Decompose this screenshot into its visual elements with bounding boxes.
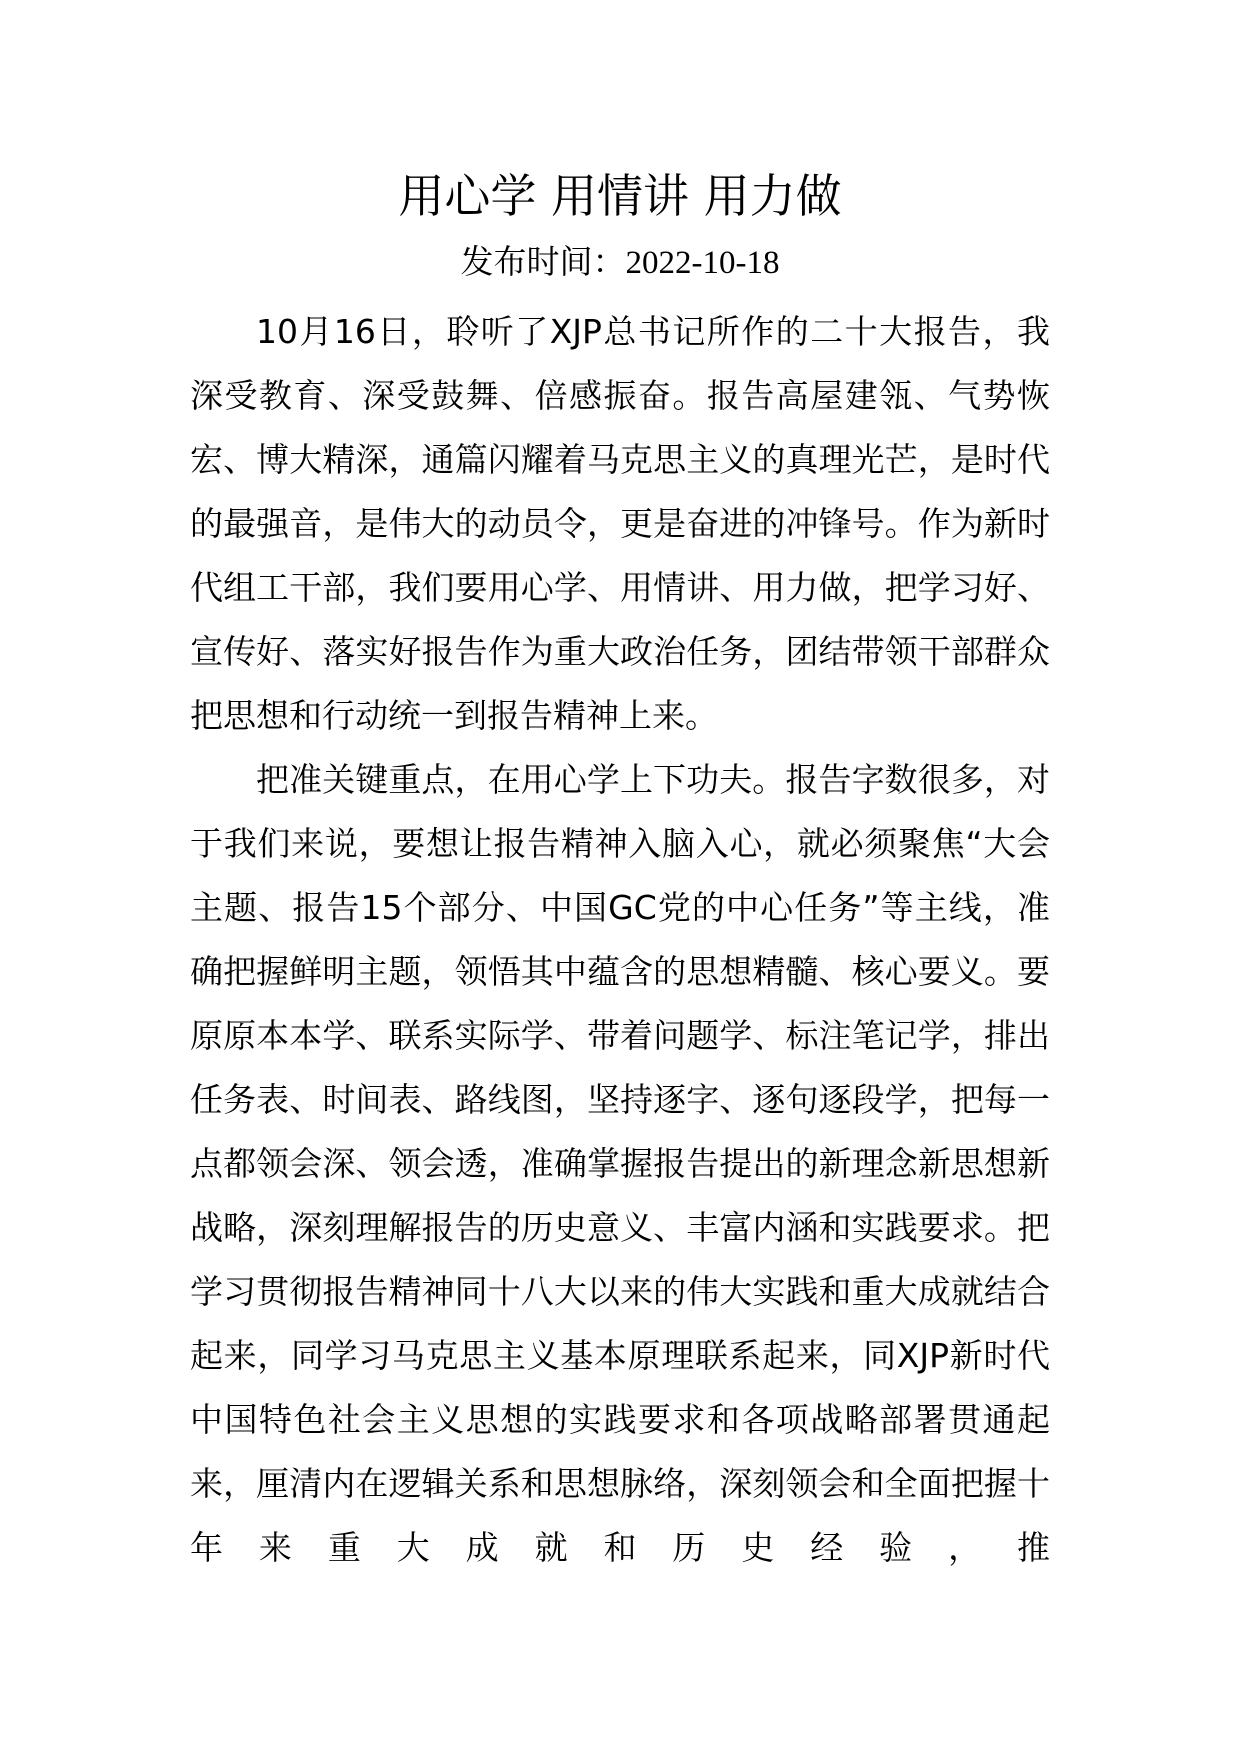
document-body (190, 300, 1050, 1580)
paragraph-study: 把准关键重点，在用心学上下功夫。报告字数很多，对于我们来说，要想让报告精神入脑入心，就必须聚焦“大会主题、报告15个部分、中国GC党的中心任务”等主线，准确把握鲜明主题，领悟其中蕴含的思想精髓、核心要义。要原原本本学、联系实际学、带着问题学、标注笔记学，排出任务表、时间表、路线图，坚持逐字、逐句逐段学，把每一点都领会深、领会透，准确掌握报告提出的新理念新思想新战略，深刻理解报告的历史意义、丰富内涵和实践要求。把学习贯彻报告精神同十八大以来的伟大实践和重大成就结合起来，同学习马克思主义基本原理联系起来，同XJP新时代中国特色社会主义思想的实践要求和各项战略部署贯通起来，厘清内在逻辑关系和思想脉络，深刻领会和全面把握十年来重大成就和历史经验，推 (190, 760, 1050, 1567)
document-title: 用心学 用情讲 用力做 (398, 169, 842, 223)
publish-date (0, 240, 1240, 285)
publish-date-value: 2022-10-18 (625, 245, 780, 281)
paragraph-intro: 10月16日，聆听了XJP总书记所作的二十大报告，我深受教育、深受鼓舞、倍感振奋。报告高屋建瓴、气势恢宏、博大精深，通篇闪耀着马克思主义的真理光芒，是时代的最强音，是伟大的动员令，更是奋进的冲锋号。作为新时代组工干部，我们要用心学、用情讲、用力做，把学习好、宣传好、落实好报告作为重大政治任务，团结带领干部群众把思想和行动统一到报告精神上来。 (190, 312, 1050, 735)
publish-date-label: 发布时间： (460, 242, 626, 281)
